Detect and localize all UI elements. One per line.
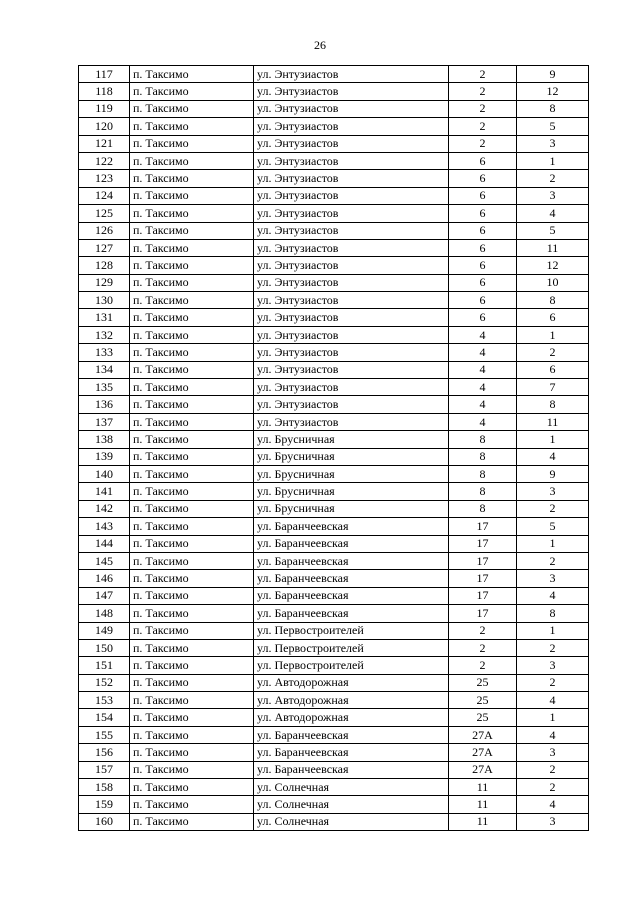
street-cell: ул. Баранчеевская — [254, 605, 449, 622]
settlement-cell: п. Таксимо — [130, 518, 254, 535]
settlement-cell: п. Таксимо — [130, 726, 254, 743]
apartment-number-cell: 9 — [517, 66, 589, 83]
house-number-cell: 27А — [449, 744, 517, 761]
row-number-cell: 122 — [79, 152, 130, 169]
street-cell: ул. Брусничная — [254, 431, 449, 448]
table-row — [79, 500, 589, 517]
street-cell: ул. Энтузиастов — [254, 205, 449, 222]
street-cell: ул. Энтузиастов — [254, 413, 449, 430]
house-number-cell: 11 — [449, 796, 517, 813]
apartment-number-cell: 4 — [517, 587, 589, 604]
street-cell: ул. Энтузиастов — [254, 152, 449, 169]
row-number-cell: 119 — [79, 100, 130, 117]
house-number-cell: 4 — [449, 396, 517, 413]
settlement-cell: п. Таксимо — [130, 587, 254, 604]
house-number-cell: 6 — [449, 274, 517, 291]
row-number-cell: 140 — [79, 465, 130, 482]
apartment-number-cell: 6 — [517, 309, 589, 326]
table-row — [79, 361, 589, 378]
street-cell: ул. Энтузиастов — [254, 257, 449, 274]
settlement-cell: п. Таксимо — [130, 622, 254, 639]
settlement-cell: п. Таксимо — [130, 118, 254, 135]
apartment-number-cell: 1 — [517, 431, 589, 448]
row-number-cell: 126 — [79, 222, 130, 239]
settlement-cell: п. Таксимо — [130, 413, 254, 430]
table-row — [79, 326, 589, 343]
table-row — [79, 170, 589, 187]
house-number-cell: 6 — [449, 152, 517, 169]
row-number-cell: 136 — [79, 396, 130, 413]
settlement-cell: п. Таксимо — [130, 448, 254, 465]
settlement-cell: п. Таксимо — [130, 500, 254, 517]
house-number-cell: 4 — [449, 379, 517, 396]
settlement-cell: п. Таксимо — [130, 796, 254, 813]
row-number-cell: 142 — [79, 500, 130, 517]
street-cell: ул. Первостроителей — [254, 639, 449, 656]
row-number-cell: 145 — [79, 552, 130, 569]
house-number-cell: 17 — [449, 587, 517, 604]
row-number-cell: 130 — [79, 292, 130, 309]
table-row — [79, 761, 589, 778]
row-number-cell: 135 — [79, 379, 130, 396]
house-number-cell: 25 — [449, 709, 517, 726]
apartment-number-cell: 2 — [517, 639, 589, 656]
table-row — [79, 465, 589, 482]
settlement-cell: п. Таксимо — [130, 152, 254, 169]
table-row — [79, 622, 589, 639]
street-cell: ул. Энтузиастов — [254, 83, 449, 100]
settlement-cell: п. Таксимо — [130, 83, 254, 100]
street-cell: ул. Первостроителей — [254, 657, 449, 674]
street-cell: ул. Энтузиастов — [254, 66, 449, 83]
row-number-cell: 156 — [79, 744, 130, 761]
apartment-number-cell: 1 — [517, 152, 589, 169]
house-number-cell: 4 — [449, 344, 517, 361]
row-number-cell: 154 — [79, 709, 130, 726]
apartment-number-cell: 9 — [517, 465, 589, 482]
row-number-cell: 151 — [79, 657, 130, 674]
row-number-cell: 159 — [79, 796, 130, 813]
apartment-number-cell: 1 — [517, 535, 589, 552]
house-number-cell: 4 — [449, 413, 517, 430]
apartment-number-cell: 2 — [517, 552, 589, 569]
settlement-cell: п. Таксимо — [130, 257, 254, 274]
settlement-cell: п. Таксимо — [130, 100, 254, 117]
table-row — [79, 639, 589, 656]
settlement-cell: п. Таксимо — [130, 309, 254, 326]
apartment-number-cell: 2 — [517, 500, 589, 517]
house-number-cell: 25 — [449, 692, 517, 709]
table-row — [79, 379, 589, 396]
house-number-cell: 27А — [449, 761, 517, 778]
house-number-cell: 17 — [449, 605, 517, 622]
street-cell: ул. Энтузиастов — [254, 396, 449, 413]
street-cell: ул. Брусничная — [254, 448, 449, 465]
row-number-cell: 121 — [79, 135, 130, 152]
settlement-cell: п. Таксимо — [130, 170, 254, 187]
street-cell: ул. Баранчеевская — [254, 726, 449, 743]
house-number-cell: 6 — [449, 170, 517, 187]
row-number-cell: 120 — [79, 118, 130, 135]
street-cell: ул. Энтузиастов — [254, 309, 449, 326]
street-cell: ул. Первостроителей — [254, 622, 449, 639]
table-row — [79, 135, 589, 152]
apartment-number-cell: 8 — [517, 605, 589, 622]
row-number-cell: 139 — [79, 448, 130, 465]
table-row — [79, 796, 589, 813]
street-cell: ул. Брусничная — [254, 500, 449, 517]
settlement-cell: п. Таксимо — [130, 274, 254, 291]
street-cell: ул. Баранчеевская — [254, 761, 449, 778]
row-number-cell: 118 — [79, 83, 130, 100]
apartment-number-cell: 5 — [517, 118, 589, 135]
table-row — [79, 813, 589, 830]
apartment-number-cell: 3 — [517, 187, 589, 204]
street-cell: ул. Баранчеевская — [254, 518, 449, 535]
house-number-cell: 2 — [449, 100, 517, 117]
row-number-cell: 157 — [79, 761, 130, 778]
table-row — [79, 396, 589, 413]
settlement-cell: п. Таксимо — [130, 657, 254, 674]
table-row — [79, 779, 589, 796]
apartment-number-cell: 2 — [517, 779, 589, 796]
table-row — [79, 205, 589, 222]
table-row — [79, 605, 589, 622]
apartment-number-cell: 1 — [517, 709, 589, 726]
street-cell: ул. Автодорожная — [254, 709, 449, 726]
row-number-cell: 155 — [79, 726, 130, 743]
apartment-number-cell: 3 — [517, 483, 589, 500]
apartment-number-cell: 8 — [517, 100, 589, 117]
row-number-cell: 152 — [79, 674, 130, 691]
settlement-cell: п. Таксимо — [130, 639, 254, 656]
settlement-cell: п. Таксимо — [130, 222, 254, 239]
street-cell: ул. Брусничная — [254, 483, 449, 500]
table-row — [79, 587, 589, 604]
row-number-cell: 124 — [79, 187, 130, 204]
table-row — [79, 483, 589, 500]
settlement-cell: п. Таксимо — [130, 135, 254, 152]
apartment-number-cell: 5 — [517, 222, 589, 239]
house-number-cell: 11 — [449, 813, 517, 830]
settlement-cell: п. Таксимо — [130, 552, 254, 569]
page-number: 26 — [314, 38, 326, 52]
house-number-cell: 2 — [449, 135, 517, 152]
house-number-cell: 8 — [449, 431, 517, 448]
table-row — [79, 744, 589, 761]
house-number-cell: 8 — [449, 483, 517, 500]
table-body — [79, 66, 589, 831]
settlement-cell: п. Таксимо — [130, 187, 254, 204]
house-number-cell: 17 — [449, 552, 517, 569]
house-number-cell: 11 — [449, 779, 517, 796]
house-number-cell: 2 — [449, 657, 517, 674]
row-number-cell: 150 — [79, 639, 130, 656]
house-number-cell: 8 — [449, 448, 517, 465]
apartment-number-cell: 10 — [517, 274, 589, 291]
table-row — [79, 431, 589, 448]
table-row — [79, 222, 589, 239]
row-number-cell: 117 — [79, 66, 130, 83]
settlement-cell: п. Таксимо — [130, 779, 254, 796]
settlement-cell: п. Таксимо — [130, 465, 254, 482]
settlement-cell: п. Таксимо — [130, 674, 254, 691]
apartment-number-cell: 12 — [517, 257, 589, 274]
house-number-cell: 2 — [449, 83, 517, 100]
table-row — [79, 570, 589, 587]
apartment-number-cell: 7 — [517, 379, 589, 396]
street-cell: ул. Автодорожная — [254, 692, 449, 709]
street-cell: ул. Энтузиастов — [254, 100, 449, 117]
row-number-cell: 146 — [79, 570, 130, 587]
row-number-cell: 127 — [79, 239, 130, 256]
table-row — [79, 309, 589, 326]
table-row — [79, 66, 589, 83]
street-cell: ул. Солнечная — [254, 779, 449, 796]
table-row — [79, 239, 589, 256]
settlement-cell: п. Таксимо — [130, 570, 254, 587]
house-number-cell: 17 — [449, 570, 517, 587]
table-row — [79, 692, 589, 709]
house-number-cell: 4 — [449, 361, 517, 378]
apartment-number-cell: 4 — [517, 448, 589, 465]
street-cell: ул. Энтузиастов — [254, 326, 449, 343]
row-number-cell: 133 — [79, 344, 130, 361]
apartment-number-cell: 8 — [517, 396, 589, 413]
table-row — [79, 726, 589, 743]
table-row — [79, 709, 589, 726]
apartment-number-cell: 2 — [517, 674, 589, 691]
settlement-cell: п. Таксимо — [130, 483, 254, 500]
row-number-cell: 148 — [79, 605, 130, 622]
apartment-number-cell: 4 — [517, 726, 589, 743]
street-cell: ул. Энтузиастов — [254, 379, 449, 396]
street-cell: ул. Баранчеевская — [254, 587, 449, 604]
apartment-number-cell: 6 — [517, 361, 589, 378]
table-row — [79, 518, 589, 535]
settlement-cell: п. Таксимо — [130, 605, 254, 622]
street-cell: ул. Баранчеевская — [254, 535, 449, 552]
apartment-number-cell: 4 — [517, 205, 589, 222]
house-number-cell: 25 — [449, 674, 517, 691]
settlement-cell: п. Таксимо — [130, 396, 254, 413]
house-number-cell: 6 — [449, 205, 517, 222]
settlement-cell: п. Таксимо — [130, 379, 254, 396]
street-cell: ул. Энтузиастов — [254, 239, 449, 256]
apartment-number-cell: 4 — [517, 796, 589, 813]
street-cell: ул. Баранчеевская — [254, 744, 449, 761]
table-row — [79, 344, 589, 361]
street-cell: ул. Энтузиастов — [254, 118, 449, 135]
row-number-cell: 160 — [79, 813, 130, 830]
row-number-cell: 134 — [79, 361, 130, 378]
apartment-number-cell: 2 — [517, 170, 589, 187]
row-number-cell: 147 — [79, 587, 130, 604]
street-cell: ул. Энтузиастов — [254, 292, 449, 309]
street-cell: ул. Энтузиастов — [254, 274, 449, 291]
apartment-number-cell: 11 — [517, 239, 589, 256]
street-cell: ул. Энтузиастов — [254, 187, 449, 204]
house-number-cell: 6 — [449, 222, 517, 239]
house-number-cell: 2 — [449, 118, 517, 135]
house-number-cell: 6 — [449, 257, 517, 274]
table-row — [79, 413, 589, 430]
settlement-cell: п. Таксимо — [130, 344, 254, 361]
row-number-cell: 137 — [79, 413, 130, 430]
apartment-number-cell: 8 — [517, 292, 589, 309]
street-cell: ул. Энтузиастов — [254, 135, 449, 152]
apartment-number-cell: 1 — [517, 326, 589, 343]
table-row — [79, 187, 589, 204]
table-row — [79, 152, 589, 169]
apartment-number-cell: 2 — [517, 344, 589, 361]
row-number-cell: 141 — [79, 483, 130, 500]
street-cell: ул. Брусничная — [254, 465, 449, 482]
street-cell: ул. Энтузиастов — [254, 170, 449, 187]
street-cell: ул. Баранчеевская — [254, 552, 449, 569]
apartment-number-cell: 12 — [517, 83, 589, 100]
settlement-cell: п. Таксимо — [130, 66, 254, 83]
housing-registry-table — [78, 65, 589, 831]
house-number-cell: 6 — [449, 187, 517, 204]
apartment-number-cell: 3 — [517, 744, 589, 761]
row-number-cell: 138 — [79, 431, 130, 448]
settlement-cell: п. Таксимо — [130, 535, 254, 552]
house-number-cell: 4 — [449, 326, 517, 343]
row-number-cell: 132 — [79, 326, 130, 343]
house-number-cell: 6 — [449, 239, 517, 256]
street-cell: ул. Энтузиастов — [254, 344, 449, 361]
table-row — [79, 448, 589, 465]
settlement-cell: п. Таксимо — [130, 326, 254, 343]
street-cell: ул. Солнечная — [254, 813, 449, 830]
apartment-number-cell: 4 — [517, 692, 589, 709]
house-number-cell: 2 — [449, 639, 517, 656]
table-row — [79, 100, 589, 117]
row-number-cell: 129 — [79, 274, 130, 291]
settlement-cell: п. Таксимо — [130, 709, 254, 726]
house-number-cell: 2 — [449, 622, 517, 639]
table-row — [79, 657, 589, 674]
house-number-cell: 6 — [449, 292, 517, 309]
house-number-cell: 17 — [449, 518, 517, 535]
table-row — [79, 118, 589, 135]
row-number-cell: 123 — [79, 170, 130, 187]
street-cell: ул. Солнечная — [254, 796, 449, 813]
row-number-cell: 149 — [79, 622, 130, 639]
house-number-cell: 17 — [449, 535, 517, 552]
street-cell: ул. Энтузиастов — [254, 222, 449, 239]
row-number-cell: 158 — [79, 779, 130, 796]
street-cell: ул. Энтузиастов — [254, 361, 449, 378]
row-number-cell: 153 — [79, 692, 130, 709]
house-number-cell: 6 — [449, 309, 517, 326]
settlement-cell: п. Таксимо — [130, 361, 254, 378]
settlement-cell: п. Таксимо — [130, 431, 254, 448]
settlement-cell: п. Таксимо — [130, 761, 254, 778]
settlement-cell: п. Таксимо — [130, 239, 254, 256]
apartment-number-cell: 3 — [517, 657, 589, 674]
house-number-cell: 8 — [449, 465, 517, 482]
house-number-cell: 27А — [449, 726, 517, 743]
apartment-number-cell: 3 — [517, 570, 589, 587]
table-row — [79, 674, 589, 691]
apartment-number-cell: 3 — [517, 813, 589, 830]
settlement-cell: п. Таксимо — [130, 205, 254, 222]
house-number-cell: 2 — [449, 66, 517, 83]
table-row — [79, 552, 589, 569]
settlement-cell: п. Таксимо — [130, 292, 254, 309]
row-number-cell: 125 — [79, 205, 130, 222]
table-row — [79, 535, 589, 552]
table-row — [79, 274, 589, 291]
apartment-number-cell: 11 — [517, 413, 589, 430]
apartment-number-cell: 2 — [517, 761, 589, 778]
table-row — [79, 292, 589, 309]
table-row — [79, 257, 589, 274]
apartment-number-cell: 3 — [517, 135, 589, 152]
house-number-cell: 8 — [449, 500, 517, 517]
table-row — [79, 83, 589, 100]
settlement-cell: п. Таксимо — [130, 813, 254, 830]
row-number-cell: 143 — [79, 518, 130, 535]
row-number-cell: 131 — [79, 309, 130, 326]
street-cell: ул. Автодорожная — [254, 674, 449, 691]
settlement-cell: п. Таксимо — [130, 692, 254, 709]
row-number-cell: 144 — [79, 535, 130, 552]
settlement-cell: п. Таксимо — [130, 744, 254, 761]
street-cell: ул. Баранчеевская — [254, 570, 449, 587]
row-number-cell: 128 — [79, 257, 130, 274]
apartment-number-cell: 1 — [517, 622, 589, 639]
apartment-number-cell: 5 — [517, 518, 589, 535]
